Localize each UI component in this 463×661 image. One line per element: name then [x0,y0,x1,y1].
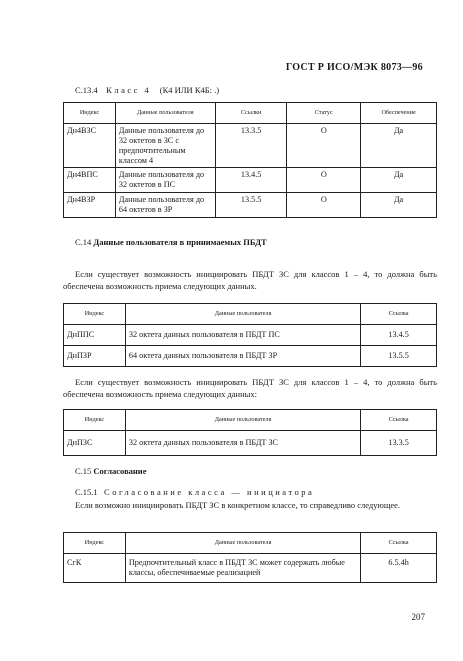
col-header: Данные пользователя [125,410,360,431]
section-c15-heading [75,466,146,476]
paragraph: Если возможно инициировать ПБДТ ЗС в конкретном классе, то справедливо следующее. [75,500,401,510]
subsection-number: С.15.1 [75,487,98,497]
page-number: 207 [411,612,425,622]
table-receive-1 [63,303,437,367]
cell-ref: 13.4.5 [215,168,287,193]
cell-index: Дн4ВПС [64,168,116,193]
cell-support: Да [361,193,437,218]
table-row [64,168,437,193]
table-row [64,124,437,168]
col-header: Ссылка [361,410,437,431]
cell-status: О [287,168,361,193]
cell-data: Данные пользователя до 32 октетов в ПС [115,168,215,193]
cell-status: О [287,193,361,218]
cell-index: СгК [64,554,126,583]
col-header: Статус [287,103,361,124]
cell-ref: 13.3.5 [361,431,437,456]
table-header-row [64,410,437,431]
cell-index: ДнПЗС [64,431,126,456]
cell-data: 32 октета данных пользователя в ПБДТ ЗС [125,431,360,456]
paragraph: Если существует возможность инициировать ПБДТ ЗС для классов 1 – 4, то должна быть обеспечена возможность приема следующих данных: [63,377,437,399]
cell-data: Данные пользователя до 64 октетов в ЗР [115,193,215,218]
section-title: Класс 4 [106,85,152,95]
col-header: Ссылка [361,304,437,325]
table-row [64,345,437,366]
cell-ref: 13.5.5 [215,193,287,218]
col-header: Ссылки [215,103,287,124]
cell-index: ДнППС [64,325,126,346]
col-header: Данные пользователя [125,304,360,325]
col-header: Индекс [64,533,126,554]
col-header: Индекс [64,103,116,124]
cell-ref: 6.5.4h [361,554,437,583]
subsection-title: Согласование класса — инициатора [104,487,315,497]
page-header: ГОСТ Р ИСО/МЭК 8073—96 [285,62,423,73]
table-receive-2 [63,409,437,456]
paragraph: Если существует возможность инициировать ПБДТ ЗС для классов 1 – 4, то должна быть обеспечена возможность приема следующих данных. [63,269,437,291]
table-row [64,325,437,346]
col-header: Индекс [64,410,126,431]
section-suffix: (К4 ИЛИ К4Б: .) [159,85,220,95]
cell-index: Дн4ВЗР [64,193,116,218]
section-c14-heading [75,237,267,247]
col-header: Данные пользователя [125,533,360,554]
table-class4 [63,102,437,218]
col-header: Индекс [64,304,126,325]
cell-ref: 13.4.5 [361,325,437,346]
cell-index: ДнПЗР [64,345,126,366]
col-header: Обеспечение [361,103,437,124]
section-title: Согласование [93,466,147,476]
cell-index: Дн4ВЗС [64,124,116,168]
table-header-row [64,103,437,124]
cell-status: О [287,124,361,168]
table-negotiation [63,532,437,583]
section-c13-4-heading [75,85,219,95]
section-number: С.13.4 [75,85,98,95]
table-header-row [64,304,437,325]
subsection-c15-1-heading [75,487,314,497]
section-title: Данные пользователя в принимаемых ПБДТ [93,237,267,247]
cell-ref: 13.3.5 [215,124,287,168]
cell-data: 64 октета данных пользователя в ПБДТ ЗР [125,345,360,366]
table-row [64,554,437,583]
cell-support: Да [361,168,437,193]
cell-data: 32 октета данных пользователя в ПБДТ ПС [125,325,360,346]
table-row [64,193,437,218]
table-header-row [64,533,437,554]
cell-ref: 13.5.5 [361,345,437,366]
col-header: Данные пользователя [115,103,215,124]
cell-support: Да [361,124,437,168]
cell-data: Данные пользователя до 32 октетов в ЗС с предпочтительным классом 4 [115,124,215,168]
table-row [64,431,437,456]
section-number: С.14 [75,237,92,247]
section-number: С.15 [75,466,92,476]
col-header: Ссылка [361,533,437,554]
cell-data: Предпочтительный класс в ПБДТ ЗС может содержать любые классы, обеспечиваемые реализацией [125,554,360,583]
